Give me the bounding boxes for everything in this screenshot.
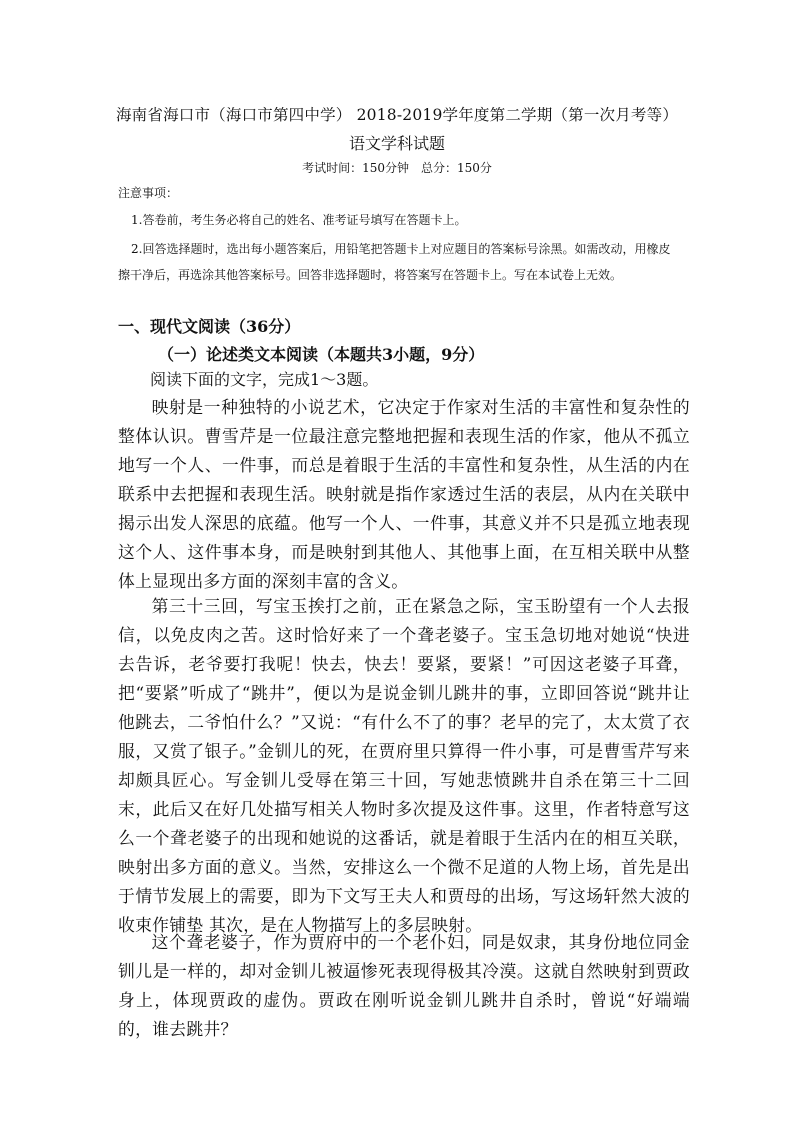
passage-paragraph-3: 这个聋老婆子，作为贾府中的一个老仆妇，同是奴隶，其身份地位同金钏儿是一样的，却对金钏儿被逼惨死表现得极其冷漠。这就自然映射到贾政身上，体现贾政的虚伪。贾政在刚听说金钏儿跳井自杀时，曾说“好端端的，谁去跳井？ xyxy=(118,932,690,1039)
passage-paragraph-1: 映射是一种独特的小说艺术，它决定于作家对生活的丰富性和复杂性的整体认识。曹雪芹是一位最注意完整地把握和表现生活的作家，他从不孤立地写一个人、一件事，而总是着眼于生活的丰富性和复杂性，从生活的内在联系中去把握和表现生活。映射就是指作家透过生活的表层，从内在关联中揭示出发人深思的底蕴。他写一个人、一件事，其意义并不只是孤立地表现这个人、这件事本身，而是映射到其他人、其他事上面，在互相关联中从整体上显现出多方面的深刻丰富的含义。 xyxy=(118,397,690,591)
note-item-1: 1.答卷前，考生务必将自己的姓名、准考证号填写在答题卡上。 xyxy=(131,213,467,227)
passage-paragraph-2: 第三十三回，写宝玉挨打之前，正在紧急之际，宝玉盼望有一个人去报信，以免皮肉之苦。这时恰好来了一个聋老婆子。宝玉急切地对她说“快进去告诉，老爷要打我呢！快去，快去！要紧，要紧！”可因这老婆子耳聋，把“要紧”听成了“跳井”，便以为是说金钏儿跳井的事，立即回答说“跳井让他跳去，二爷怕什么？”又说：“有什么不了的事？老早的完了，太太赏了衣服，又赏了银子。”金钏儿的死，在贾府里只算得一件小事，可是曹雪芹写来却颇具匠心。写金钏儿受辱在第三十回，写她悲愤跳井自杀在第三十二回末，此后又在好几处描写相关人物时多次提及这件事。这里，作者特意写这么一个聋老婆子的出现和她说的这番话，就是着眼于生活内在的相互关联，映射出多方面的意义。当然，安排这么一个微不足道的人物上场，首先是出于情节发展上的需要，即为下文写王夫人和贾母的出场，写这场轩然大波的收束作铺垫 其次，是在人物描写上的多层映射。 xyxy=(118,596,690,935)
notes-heading: 注意事项： xyxy=(118,186,179,200)
section-heading: 一、现代文阅读（36分） xyxy=(118,317,301,336)
section-instruction: 阅读下面的文字，完成1～3题。 xyxy=(150,370,379,389)
note-item-2-line-2: 擦干净后，再选涂其他答案标号。回答非选择题时，将答案写在答题卡上。写在本试卷上无效。 xyxy=(118,268,623,282)
exam-info: 考试时间：150分钟 总分：150分 xyxy=(302,161,492,175)
section-subheading: （一）论述类文本阅读（本题共3小题，9分） xyxy=(158,345,485,364)
exam-subtitle: 语文学科试题 xyxy=(348,134,445,153)
exam-title: 海南省海口市（海口市第四中学） 2018-2019学年度第二学期（第一次月考等） xyxy=(115,106,679,124)
note-item-2-line-1: 2.回答选择题时，选出每小题答案后，用铅笔把答题卡上对应题目的答案标号涂黑。如需改动，用橡皮 xyxy=(131,242,671,256)
